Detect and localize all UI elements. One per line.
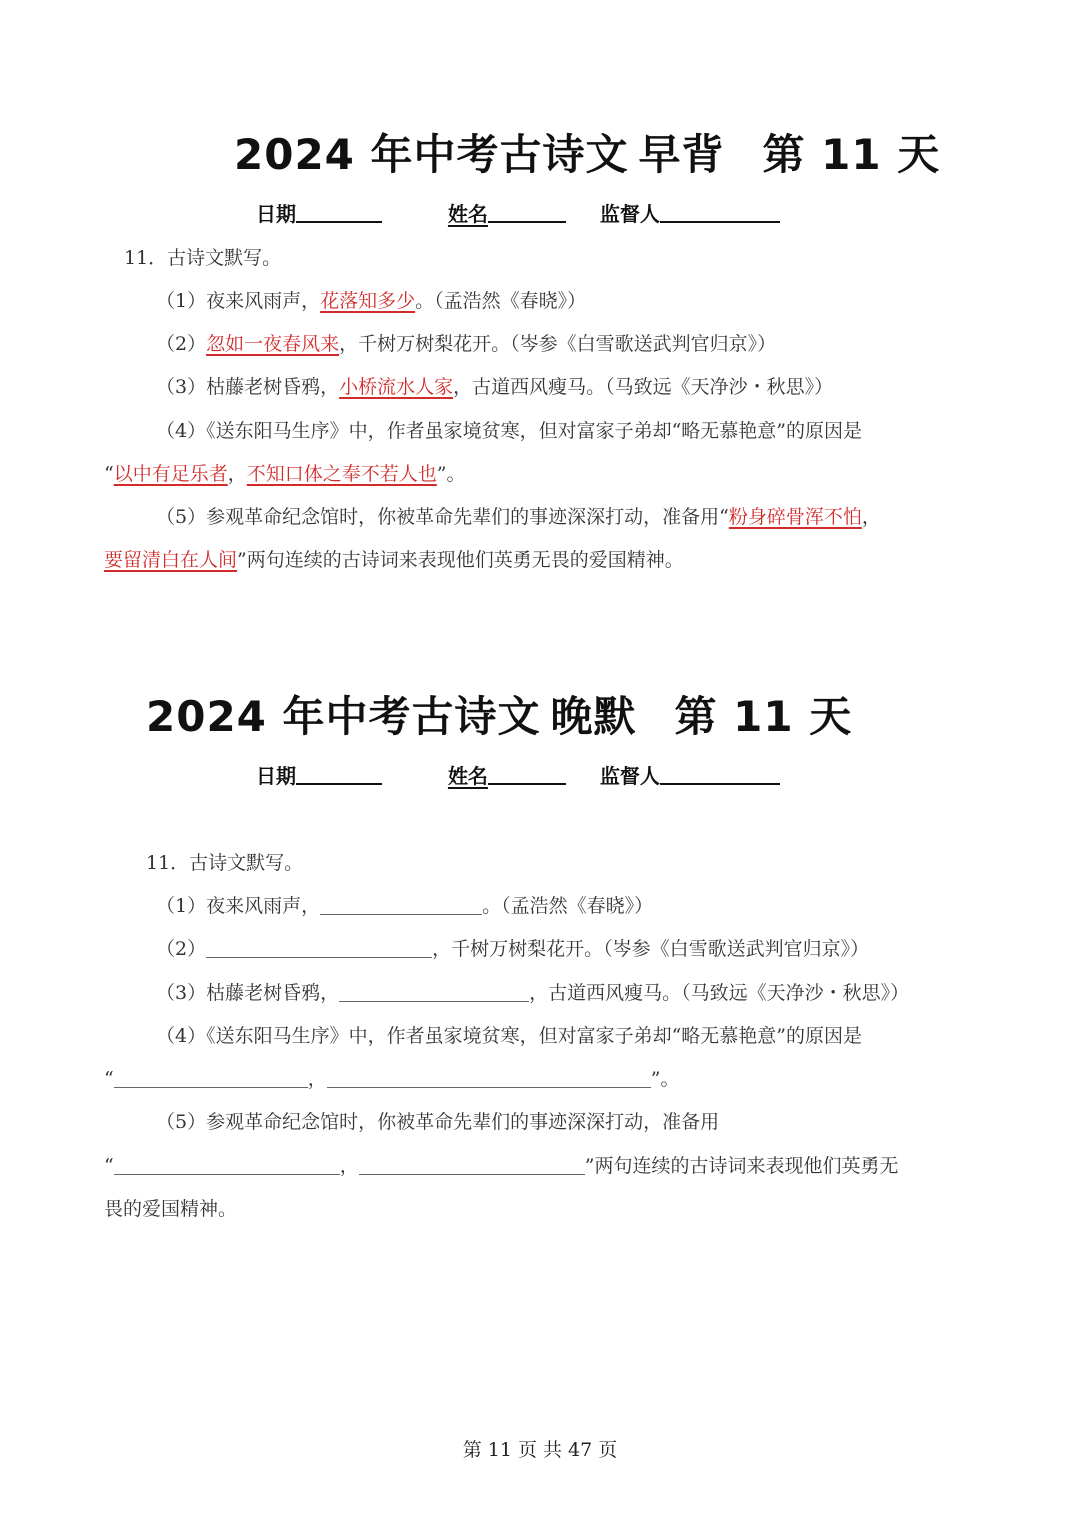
evening-title <box>146 684 852 744</box>
morning-title-sub: 早背 <box>638 130 725 179</box>
morning-q2 <box>156 329 776 356</box>
q3-source: ，古道西风瘦马。（马致远《天净沙・秋思》） <box>453 376 834 398</box>
evening-title-day: 第 11 天 <box>674 692 853 741</box>
supervisor-blank <box>660 763 780 785</box>
name-blank <box>488 201 566 223</box>
name-label: 姓名 <box>447 202 488 226</box>
q4-blank-1[interactable] <box>114 1068 308 1088</box>
comma: ， <box>861 506 881 528</box>
morning-q3 <box>156 372 833 399</box>
q5-answer-2: 要留清白在人间 <box>104 549 238 571</box>
q2-text: （2） <box>156 938 207 960</box>
q5-tail: ”两句连续的古诗词来表现他们英勇无畏的爱国精神。 <box>237 549 684 571</box>
q5-blank-2[interactable] <box>359 1155 585 1175</box>
quote-close: ”。 <box>436 463 466 485</box>
quote-open: “ <box>104 1155 114 1177</box>
page-number: 第 11 页 共 47 页 <box>462 1439 618 1461</box>
evening-q2 <box>156 934 869 961</box>
quote-close: ”。 <box>650 1068 680 1090</box>
q5-tail: ”两句连续的古诗词来表现他们英勇无 <box>584 1155 899 1177</box>
morning-meta-row <box>256 198 780 227</box>
q1-text: （1）夜来风雨声， <box>156 290 321 312</box>
morning-title <box>234 122 940 182</box>
q3-answer: 小桥流水人家 <box>339 376 454 398</box>
name-label: 姓名 <box>447 764 488 788</box>
quote-open: “ <box>104 463 114 485</box>
q3-blank[interactable] <box>339 982 529 1002</box>
date-blank <box>296 201 382 223</box>
morning-q5-line1 <box>156 502 881 529</box>
comma: ， <box>227 463 247 485</box>
q1-blank[interactable] <box>320 895 482 915</box>
evening-q4-line1: （4）《送东阳马生序》中，作者虽家境贫寒，但对富家子弟却“略无慕艳意”的原因是 <box>156 1025 863 1047</box>
evening-q3 <box>156 978 909 1005</box>
q4-answer-1: 以中有足乐者 <box>113 463 228 485</box>
morning-title-main: 2024 年中考古诗文 <box>234 130 629 179</box>
q1-source: 。（孟浩然《春晓》） <box>482 895 654 917</box>
q2-source: ，千树万树梨花开。（岑参《白雪歌送武判官归京》） <box>432 938 870 960</box>
q3-source: ，古道西风瘦马。（马致远《天净沙・秋思》） <box>529 982 910 1004</box>
q2-text: （2） <box>156 333 207 355</box>
q2-blank[interactable] <box>206 938 432 958</box>
supervisor-label: 监督人 <box>599 764 660 788</box>
date-label: 日期 <box>256 202 296 226</box>
morning-heading: 11．古诗文默写。 <box>124 247 282 269</box>
evening-heading: 11．古诗文默写。 <box>146 852 304 874</box>
morning-q4-line2 <box>104 459 465 486</box>
q3-text: （3）枯藤老树昏鸦， <box>156 376 340 398</box>
evening-q5-line2 <box>104 1151 898 1178</box>
name-blank <box>488 763 566 785</box>
date-label: 日期 <box>256 764 296 788</box>
q1-text: （1）夜来风雨声， <box>156 895 321 917</box>
evening-q1 <box>156 891 653 918</box>
quote-open: “ <box>104 1068 114 1090</box>
q3-text: （3）枯藤老树昏鸦， <box>156 982 340 1004</box>
evening-q5-line3: 畏的爱国精神。 <box>104 1198 238 1220</box>
morning-q4-line1: （4）《送东阳马生序》中，作者虽家境贫寒，但对富家子弟却“略无慕艳意”的原因是 <box>156 420 863 442</box>
q1-answer: 花落知多少 <box>320 290 416 312</box>
morning-q5-line2 <box>104 545 684 572</box>
comma: ， <box>339 1155 359 1177</box>
morning-q1 <box>156 286 586 313</box>
evening-title-sub: 晚默 <box>550 692 637 741</box>
q4-answer-2: 不知口体之奉不若人也 <box>246 463 437 485</box>
supervisor-label: 监督人 <box>599 202 660 226</box>
supervisor-blank <box>660 201 780 223</box>
q1-source: 。（孟浩然《春晓》） <box>415 290 587 312</box>
q5-text: （5）参观革命纪念馆时，你被革命先辈们的事迹深深打动，准备用“ <box>156 506 729 528</box>
morning-title-day: 第 11 天 <box>762 130 941 179</box>
evening-q4-line2 <box>104 1064 679 1091</box>
date-blank <box>296 763 382 785</box>
q5-blank-1[interactable] <box>114 1155 340 1175</box>
evening-q5-line1: （5）参观革命纪念馆时，你被革命先辈们的事迹深深打动，准备用 <box>156 1111 720 1133</box>
comma: ， <box>307 1068 327 1090</box>
evening-title-main: 2024 年中考古诗文 <box>146 692 541 741</box>
evening-meta-row <box>256 760 780 789</box>
q2-source: ，千树万树梨花开。（岑参《白雪歌送武判官归京》） <box>339 333 777 355</box>
q2-answer: 忽如一夜春风来 <box>206 333 340 355</box>
q5-answer-1: 粉身碎骨浑不怕 <box>728 506 862 528</box>
q4-blank-2[interactable] <box>327 1068 651 1088</box>
